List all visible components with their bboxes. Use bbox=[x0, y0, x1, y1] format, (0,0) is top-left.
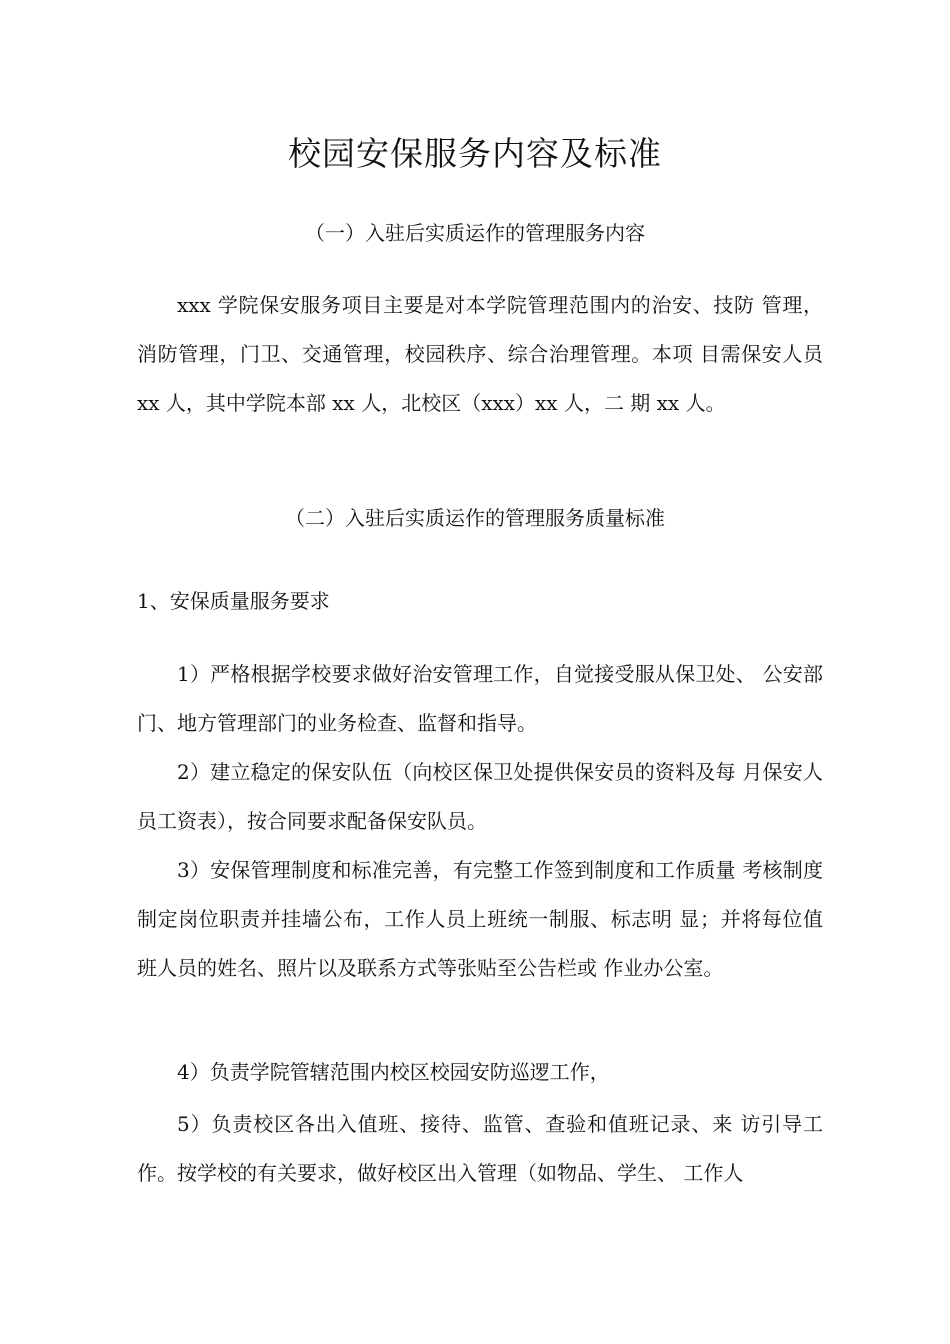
page-title: 校园安保服务内容及标准 bbox=[288, 134, 662, 173]
section-1-paragraph: xxx 学院保安服务项目主要是对本学院管理范围内的治安、技防 管理，消防管理，门卫、交通管理，校园秩序、综合治理管理。本项 目需保安人员 xx 人，其中学院本部 xx 人，北校区（xxx）xx 人，二 期 xx 人。 bbox=[137, 293, 823, 415]
subsection-heading: 1、安保质量服务要求 bbox=[137, 589, 330, 613]
section-heading-2: （二）入驻后实质运作的管理服务质量标准 bbox=[285, 506, 665, 530]
requirement-item-5: 5）负责校区各出入值班、接待、监管、查验和值班记录、来 访引导工作。按学校的有关要求，做好校区出入管理（如物品、学生、 工作人 bbox=[137, 1112, 823, 1185]
requirement-item-1: 1）严格根据学校要求做好治安管理工作，自觉接受服从保卫处、 公安部门、地方管理部门的业务检查、监督和指导。 bbox=[137, 662, 823, 735]
requirement-item-4: 4）负责学院管辖范围内校区校园安防巡逻工作， bbox=[177, 1060, 610, 1084]
section-heading-1: （一）入驻后实质运作的管理服务内容 bbox=[305, 221, 645, 245]
requirement-item-3: 3）安保管理制度和标准完善，有完整工作签到制度和工作质量 考核制度制定岗位职责并挂墙公布，工作人员上班统一制服、标志明 显；并将每位值班人员的姓名、照片以及联系方式等张贴至公告栏或 作业办公室。 bbox=[137, 858, 823, 980]
requirement-item-2: 2）建立稳定的保安队伍（向校区保卫处提供保安员的资料及每 月保安人员工资表），按合同要求配备保安队员。 bbox=[137, 760, 823, 833]
